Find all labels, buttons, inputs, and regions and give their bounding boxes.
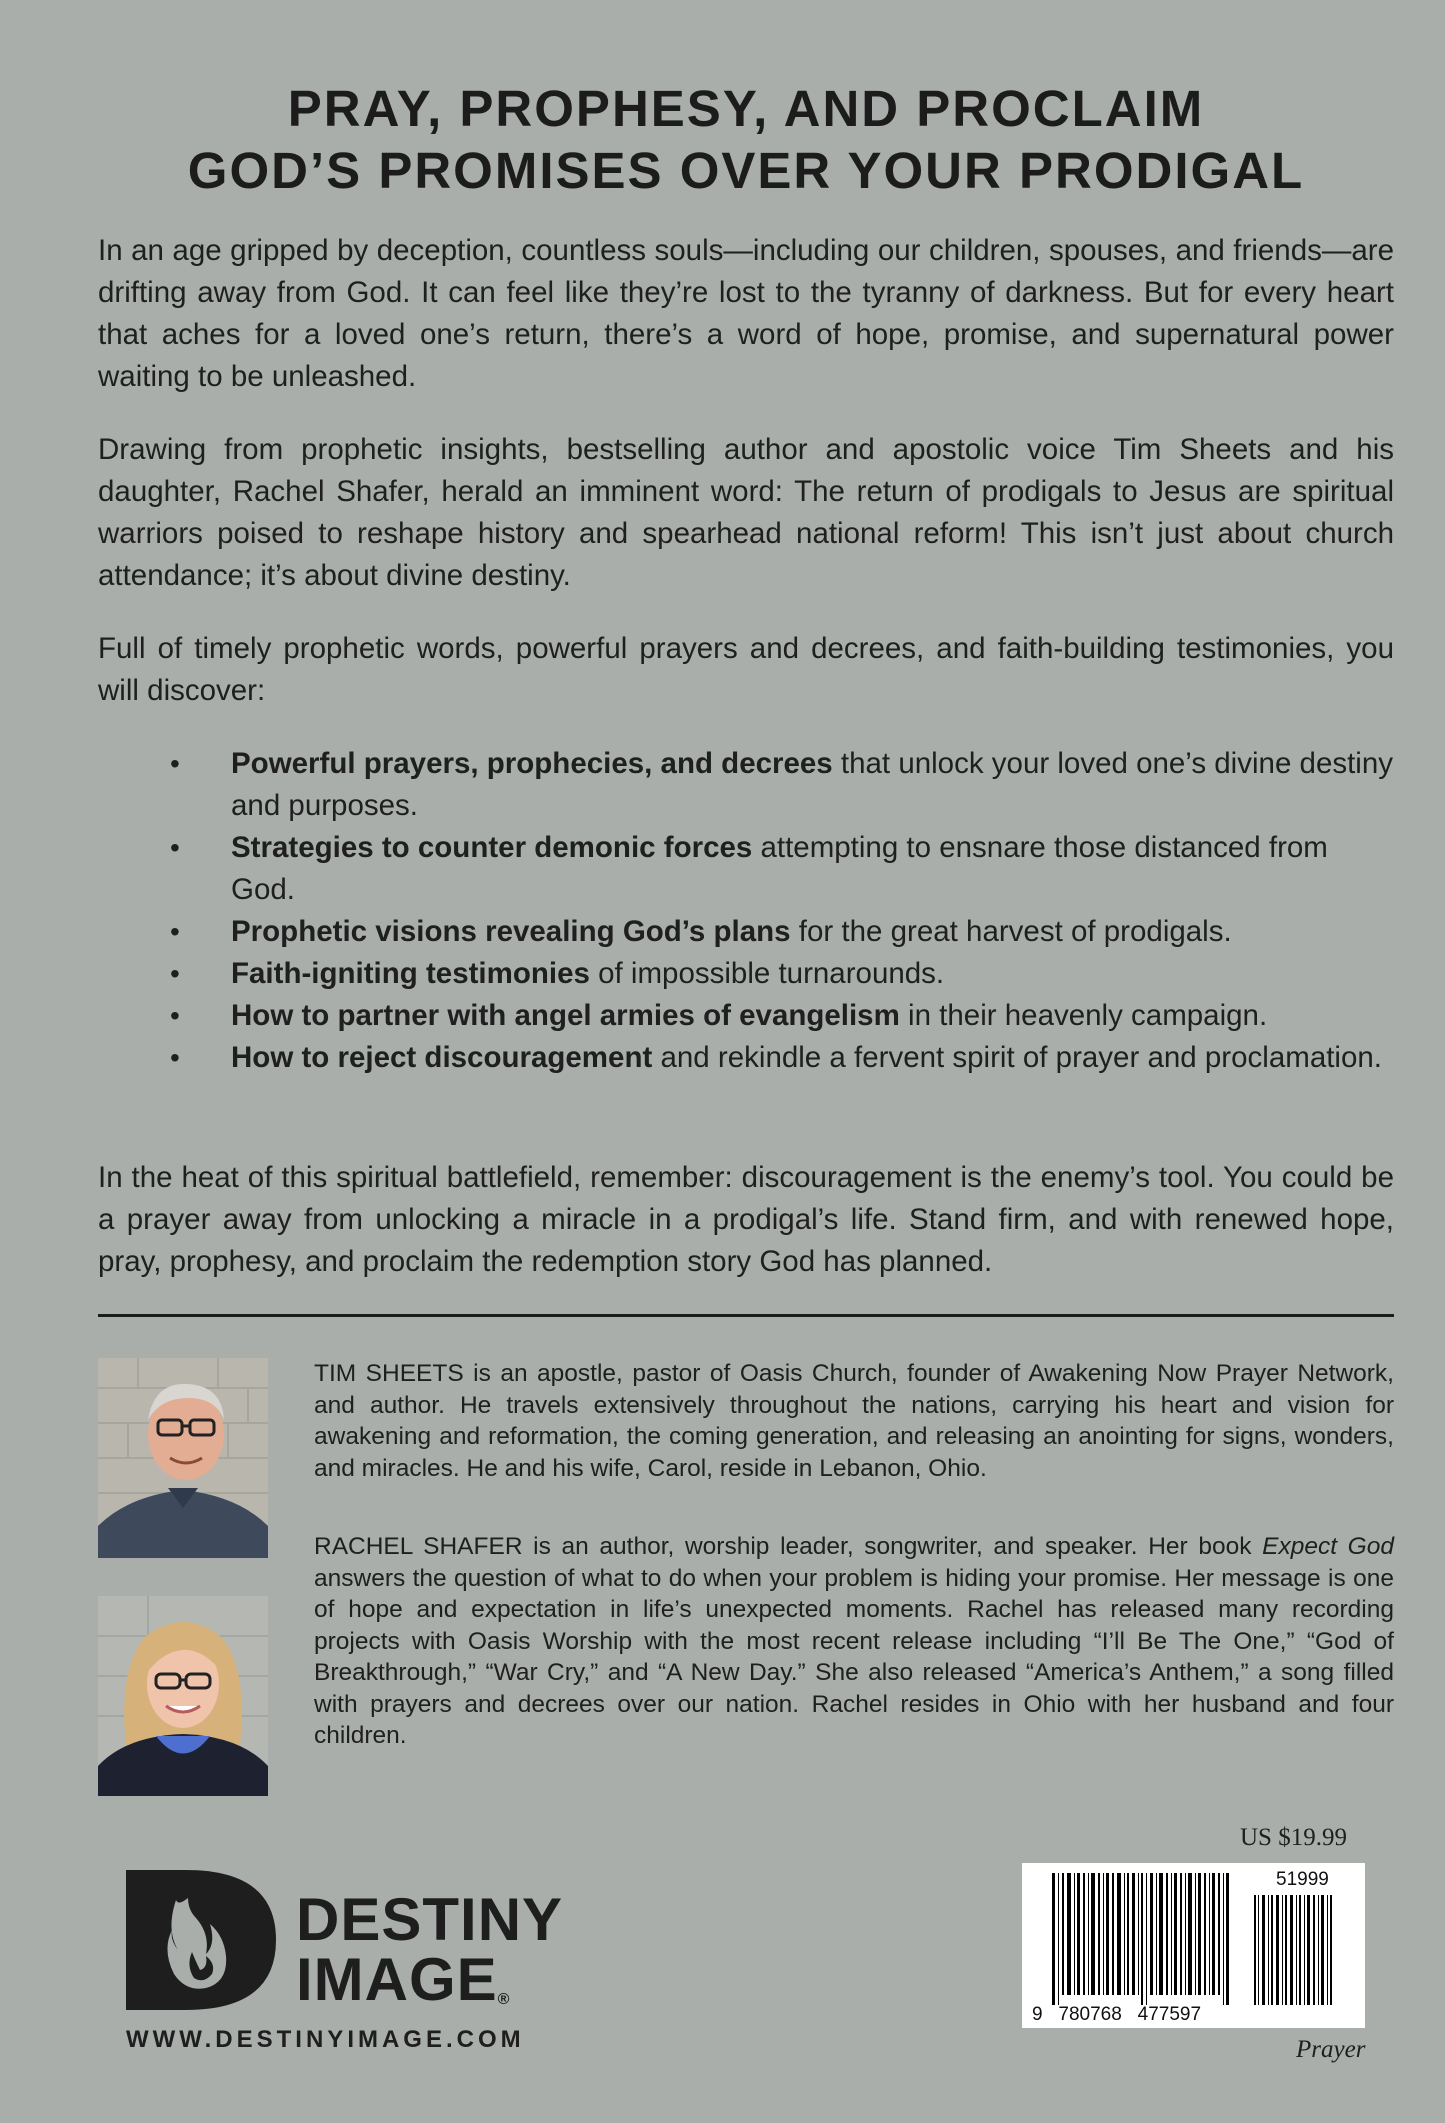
- bullet-icon: •: [170, 748, 180, 779]
- barcode-addon-number: 51999: [1276, 1869, 1329, 1890]
- author-photo-rachel: [98, 1596, 268, 1796]
- list-item: [98, 953, 1394, 995]
- list-item-text: and rekindle a fervent spirit of prayer and proclamation.: [652, 1041, 1382, 1074]
- list-item-text: attempting to ensnare those distanced from God.: [231, 831, 1328, 906]
- list-item: [98, 827, 1394, 911]
- bio-rachel-shafer: [314, 1531, 1394, 1752]
- registered-mark: ®: [497, 1991, 511, 2008]
- list-item-bold: Strategies to counter demonic forces: [231, 831, 753, 864]
- publisher-name-image: IMAGE: [296, 1946, 498, 2013]
- bullet-icon: •: [170, 916, 180, 947]
- list-item-bold: How to partner with angel armies of evangelism: [231, 999, 900, 1032]
- intro-paragraph: In an age gripped by deception, countless souls—including our children, spouses, and friends—are drifting away from God. It can feel like they’re lost to the tyranny of darkness. But for every heart that aches for a loved one’s return, there’s a word of hope, promise, and supernatural power waiting to be unleashed.: [98, 234, 1394, 393]
- list-item: [98, 743, 1394, 827]
- bio-tim-sheets: TIM SHEETS is an apostle, pastor of Oasis Church, founder of Awakening Now Prayer Network, and author. He travels extensively throughout the nations, carrying his heart and vision for awakening and reformation, the coming generation, and releasing an anointing for signs, wonders, and miracles. He and his wife, Carol, reside in Lebanon, Ohio.: [314, 1360, 1394, 1482]
- divider: [98, 1314, 1394, 1317]
- list-item: [98, 911, 1394, 953]
- list-item: [98, 1037, 1394, 1079]
- headline: [98, 78, 1394, 202]
- list-item-bold: Prophetic visions revealing God’s plans: [231, 915, 791, 948]
- list-item-bold: Faith-igniting testimonies: [231, 957, 590, 990]
- category-label: Prayer: [1296, 2036, 1366, 2063]
- authors-paragraph: Drawing from prophetic insights, bestselling author and apostolic voice Tim Sheets and his daughter, Rachel Shafer, herald an imminent word: The return of prodigals to Jesus are spiritual warriors poised to reshape history and spearhead national reform! This isn’t just about church attendance; it’s about divine destiny.: [98, 433, 1394, 592]
- bullet-icon: •: [170, 832, 180, 863]
- headline-line-1: PRAY, PROPHESY, AND PROCLAIM: [287, 80, 1205, 137]
- bullet-icon: •: [170, 1042, 180, 1073]
- publisher-url[interactable]: WWW.DESTINYIMAGE.COM: [126, 2026, 525, 2053]
- list-item-text: that unlock your loved one’s divine destiny and purposes.: [231, 747, 1394, 822]
- isbn-barcode: [1022, 1863, 1365, 2028]
- bullet-icon: •: [170, 958, 180, 989]
- list-item-text: of impossible turnarounds.: [589, 957, 945, 990]
- publisher-logo: [126, 1870, 586, 2030]
- bullet-icon: •: [170, 1000, 180, 1031]
- list-item-text: for the great harvest of prodigals.: [790, 915, 1232, 948]
- list-item-bold: How to reject discouragement: [231, 1041, 653, 1074]
- isbn-number: 9 780768 477597: [1032, 2004, 1202, 2025]
- publisher-name-line-2: [296, 1946, 511, 2026]
- list-item-bold: Powerful prayers, prophecies, and decrees: [231, 747, 833, 780]
- publisher-name-line-1: DESTINY: [296, 1886, 564, 1953]
- headline-line-2: GOD’S PROMISES OVER YOUR PRODIGAL: [187, 142, 1305, 199]
- price: US $19.99: [1240, 1824, 1347, 1851]
- feature-list: [98, 743, 1394, 1079]
- book-title: Expect God: [1262, 1533, 1394, 1560]
- discover-paragraph: Full of timely prophetic words, powerful prayers and decrees, and faith-building testimonies, you will discover:: [98, 632, 1394, 707]
- list-item-text: in their heavenly campaign.: [899, 999, 1268, 1032]
- closing-paragraph: In the heat of this spiritual battlefield, remember: discouragement is the enemy’s tool. You could be a prayer away from unlocking a miracle in a prodigal’s life. Stand firm, and with renewed hope, pray, prophesy, and proclaim the redemption story God has planned.: [98, 1161, 1394, 1278]
- author-photo-tim: [98, 1358, 268, 1558]
- list-item: [98, 995, 1394, 1037]
- bio-rachel-intro: RACHEL SHAFER is an author, worship leader, songwriter, and speaker. Her book: [314, 1533, 1263, 1560]
- destiny-d-icon: [126, 1870, 276, 2010]
- bio-rachel-rest: answers the question of what to do when your problem is hiding your promise. Her message is one of hope and expectation in life’s unexpected moments. Rachel has released many recording projects with Oasis Worship with the most recent release including “I’ll Be The One,” “God of Breakthrough,” “War Cry,” and “A New Day.” She also released “America’s Anthem,” a song filled with prayers and decrees over our nation. Rachel resides in Ohio with her husband and four children.: [314, 1564, 1394, 1749]
